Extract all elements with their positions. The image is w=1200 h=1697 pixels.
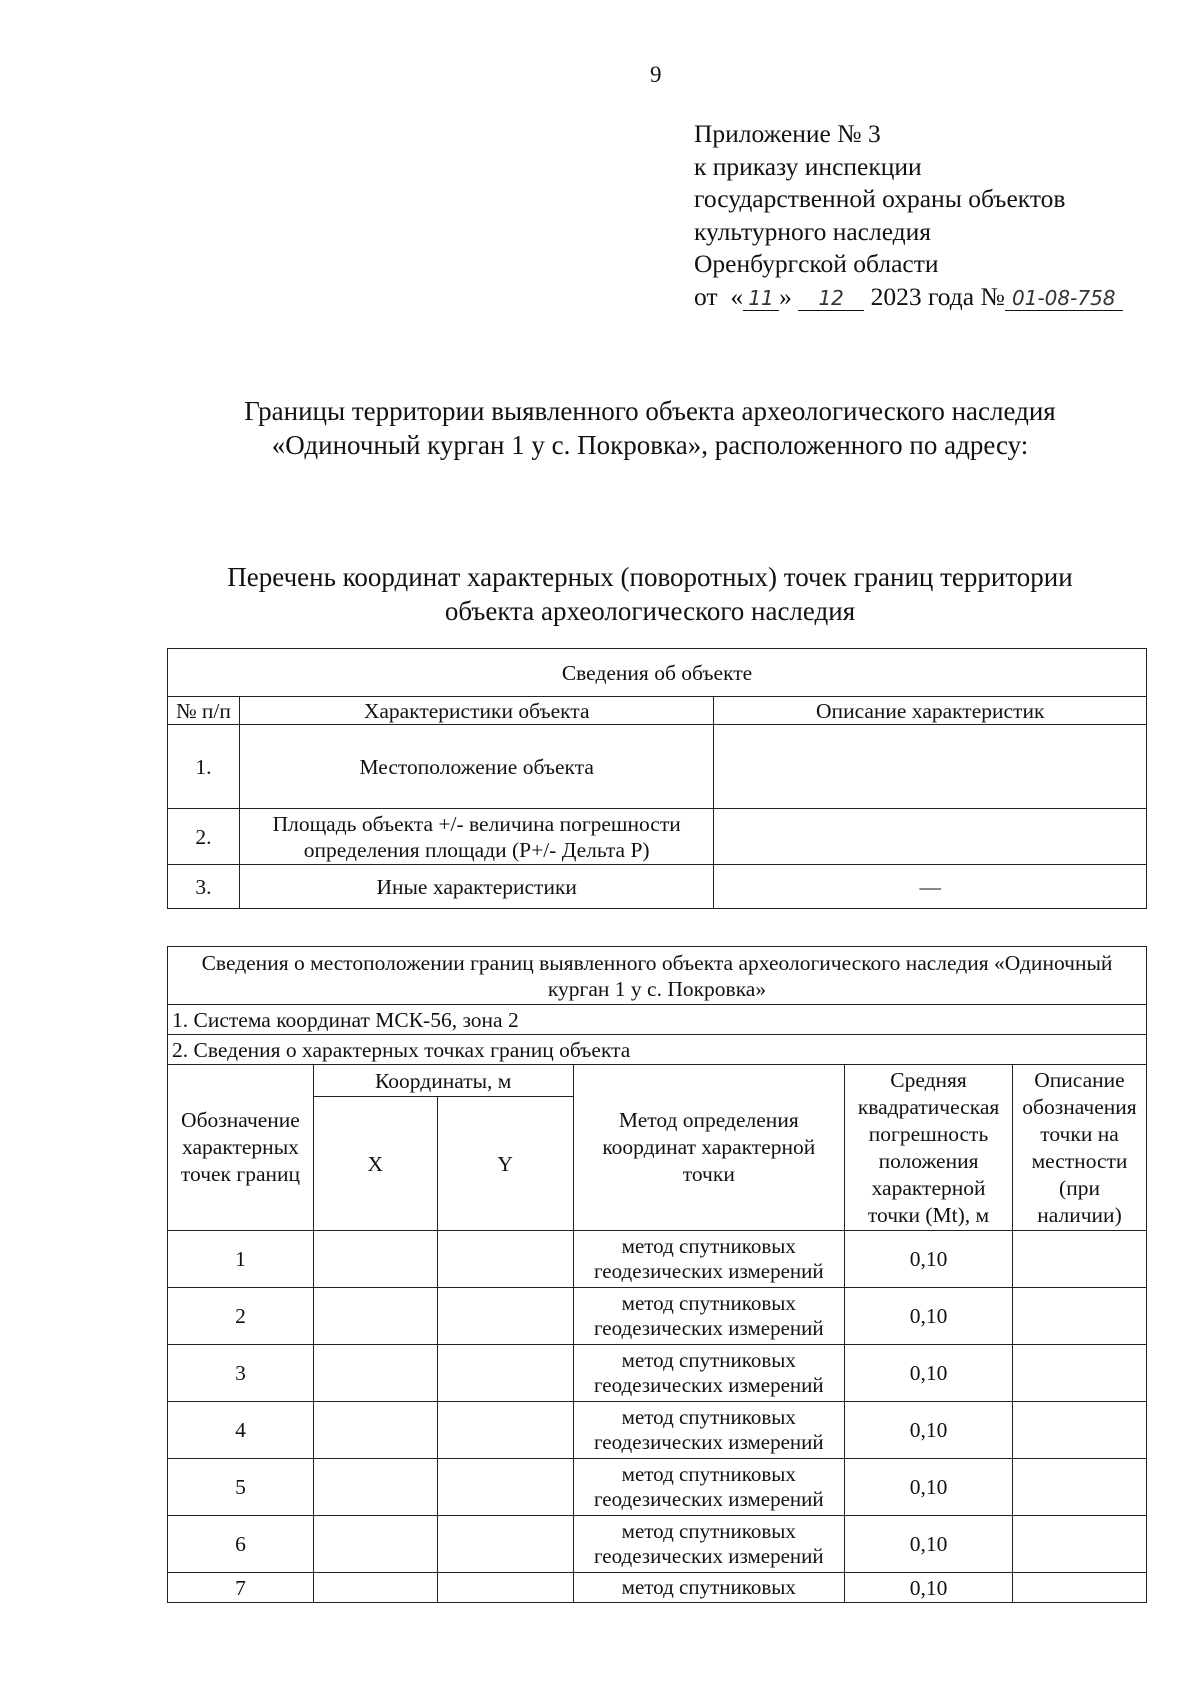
points-heading: 2. Сведения о характерных точках границ объекта: [168, 1035, 1147, 1065]
object-info-table: [167, 648, 1147, 909]
header-cell: № п/п: [168, 697, 240, 725]
point-description: [1013, 1402, 1147, 1459]
point-description: [1013, 1573, 1147, 1603]
title-line: Границы территории выявленного объекта археологического наследия: [244, 396, 1056, 426]
method-line: геодезических измерений: [593, 1259, 824, 1283]
point-x: [313, 1516, 437, 1573]
table-caption: Сведения об объекте: [168, 649, 1147, 697]
point-y: [437, 1345, 573, 1402]
row-desc: —: [714, 865, 1147, 909]
method-line: геодезических измерений: [593, 1544, 824, 1568]
appendix-line: Приложение № 3: [694, 119, 881, 148]
header-coordinates: Координаты, м: [313, 1065, 573, 1097]
table-row: [168, 1231, 1147, 1288]
point-error: 0,10: [845, 1402, 1013, 1459]
point-number: 7: [168, 1573, 314, 1603]
point-error: 0,10: [845, 1459, 1013, 1516]
point-error: 0,10: [845, 1516, 1013, 1573]
row-number: 2.: [168, 809, 240, 865]
point-number: 2: [168, 1288, 314, 1345]
table-caption: Сведения о местоположении границ выявленного объекта археологического наследия «Одиночный курган 1 у с. Покровка»: [168, 947, 1147, 1005]
method-line: геодезических измерений: [593, 1430, 824, 1454]
table-row: [168, 1402, 1147, 1459]
row-name: Иные характеристики: [239, 865, 714, 909]
table-row: [168, 725, 1147, 809]
appendix-line: культурного наследия: [694, 216, 932, 246]
point-error: 0,10: [845, 1345, 1013, 1402]
method-line: геодезических измерений: [593, 1316, 824, 1340]
row-number: 1.: [168, 725, 240, 809]
row-number: 3.: [168, 865, 240, 909]
method-line: геодезических измерений: [593, 1373, 824, 1397]
table-row: [168, 1459, 1147, 1516]
point-error: 0,10: [845, 1573, 1013, 1603]
point-method: [573, 1402, 845, 1459]
appendix-line: государственной охраны объектов: [694, 184, 1066, 213]
point-method: [573, 1459, 845, 1516]
row-desc: [714, 725, 1147, 809]
appendix-header: [694, 118, 1123, 313]
point-description: [1013, 1231, 1147, 1288]
header-method: Метод определения координат характерной точки: [573, 1065, 845, 1231]
point-error: 0,10: [845, 1288, 1013, 1345]
row-name: Площадь объекта +/- величина погрешности определения площади (P+/- Дельта P): [239, 809, 714, 865]
appendix-line: Оренбургской области: [694, 249, 939, 278]
order-month-handwritten: 12: [798, 286, 864, 311]
point-y: [437, 1231, 573, 1288]
header-error: Средняя квадратическая погрешность положения характерной точки (Mt), м: [845, 1065, 1013, 1231]
point-y: [437, 1459, 573, 1516]
table-row: [168, 809, 1147, 865]
point-number: 6: [168, 1516, 314, 1573]
point-method: [573, 1345, 845, 1402]
row-desc: [714, 809, 1147, 865]
point-number: 4: [168, 1402, 314, 1459]
point-method: [573, 1231, 845, 1288]
header-y: Y: [437, 1097, 573, 1231]
method-line: метод спутниковых: [621, 1519, 796, 1543]
point-method: [573, 1516, 845, 1573]
row-name: Местоположение объекта: [239, 725, 714, 809]
point-x: [313, 1231, 437, 1288]
method-line: метод спутниковых: [621, 1234, 796, 1258]
header-designation: Обозначение характерных точек границ: [168, 1065, 314, 1231]
point-y: [437, 1402, 573, 1459]
point-description: [1013, 1516, 1147, 1573]
boundary-points-table: [167, 946, 1147, 1603]
method-line: геодезических измерений: [593, 1487, 824, 1511]
quote-open: «: [730, 281, 744, 311]
point-number: 1: [168, 1231, 314, 1288]
header-x: X: [313, 1097, 437, 1231]
order-day-handwritten: 11: [743, 286, 779, 311]
method-line: метод спутниковых: [621, 1575, 796, 1599]
method-line: метод спутниковых: [621, 1462, 796, 1486]
table-row: [168, 1573, 1147, 1603]
point-description: [1013, 1459, 1147, 1516]
header-cell: Описание характеристик: [714, 697, 1147, 725]
point-x: [313, 1402, 437, 1459]
coordinate-system: 1. Система координат МСК-56, зона 2: [168, 1005, 1147, 1035]
point-method: [573, 1573, 845, 1603]
list-title: [150, 560, 1150, 628]
appendix-line: к приказу инспекции: [694, 151, 922, 181]
point-method: [573, 1288, 845, 1345]
quote-close: »: [779, 281, 792, 311]
point-description: [1013, 1345, 1147, 1402]
point-x: [313, 1345, 437, 1402]
point-x: [313, 1573, 437, 1603]
method-line: метод спутниковых: [621, 1405, 796, 1429]
title-line: «Одиночный курган 1 у с. Покровка», расположенного по адресу:: [271, 430, 1029, 460]
point-number: 5: [168, 1459, 314, 1516]
table-row: [168, 1516, 1147, 1573]
header-cell: Характеристики объекта: [239, 697, 714, 725]
table-row: [168, 865, 1147, 909]
page-number: 9: [650, 62, 662, 87]
point-y: [437, 1288, 573, 1345]
title-line: Перечень координат характерных (поворотных) точек границ территории: [227, 562, 1073, 592]
order-number-handwritten: 01-08-758: [1005, 286, 1123, 311]
method-line: метод спутниковых: [621, 1291, 796, 1315]
point-description: [1013, 1288, 1147, 1345]
order-date-line: [694, 281, 1123, 314]
point-error: 0,10: [845, 1231, 1013, 1288]
point-x: [313, 1459, 437, 1516]
order-year-text: 2023 года №: [870, 281, 1005, 311]
method-line: метод спутниковых: [621, 1348, 796, 1372]
header-description: Описание обозначения точки на местности (при наличии): [1013, 1065, 1147, 1231]
point-number: 3: [168, 1345, 314, 1402]
point-y: [437, 1573, 573, 1603]
order-prefix: от: [694, 281, 718, 311]
document-title: [150, 394, 1150, 462]
table-row: [168, 1288, 1147, 1345]
point-y: [437, 1516, 573, 1573]
table-row: [168, 1345, 1147, 1402]
title-line: объекта археологического наследия: [444, 596, 856, 626]
point-x: [313, 1288, 437, 1345]
